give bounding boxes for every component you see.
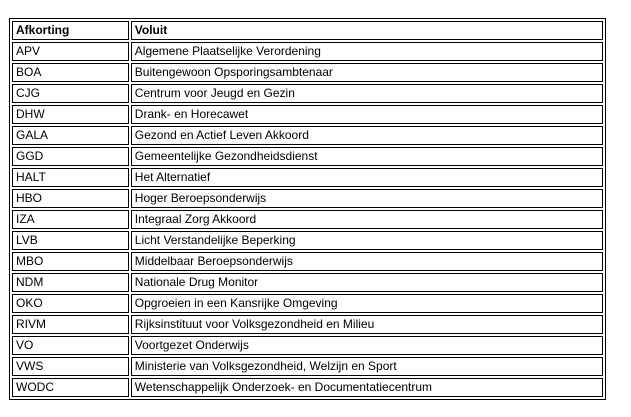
table-row: [12, 273, 603, 292]
abbreviation-cell: VWS: [12, 357, 129, 376]
table-row: [12, 357, 603, 376]
abbreviation-cell: DHW: [12, 105, 129, 124]
abbreviation-cell: GALA: [12, 126, 129, 145]
full-name-cell: Ministerie van Volksgezondheid, Welzijn en Sport: [131, 357, 603, 376]
abbreviation-cell: GGD: [12, 147, 129, 166]
full-name-cell: Licht Verstandelijke Beperking: [131, 231, 603, 250]
abbreviation-cell: OKO: [12, 294, 129, 313]
abbreviation-cell: LVB: [12, 231, 129, 250]
full-name-cell: Voortgezet Onderwijs: [131, 336, 603, 355]
abbreviation-cell: MBO: [12, 252, 129, 271]
table-row: [12, 126, 603, 145]
abbreviation-cell: BOA: [12, 63, 129, 82]
full-name-cell: Centrum voor Jeugd en Gezin: [131, 84, 603, 103]
full-name-cell: Gezond en Actief Leven Akkoord: [131, 126, 603, 145]
table-row: [12, 252, 603, 271]
full-name-cell: Integraal Zorg Akkoord: [131, 210, 603, 229]
full-name-cell: Wetenschappelijk Onderzoek- en Documentatiecentrum: [131, 378, 603, 397]
abbreviation-cell: HALT: [12, 168, 129, 187]
table-row: [12, 231, 603, 250]
abbreviation-cell: HBO: [12, 189, 129, 208]
abbreviation-cell: RIVM: [12, 315, 129, 334]
table-row: [12, 105, 603, 124]
abbreviation-cell: NDM: [12, 273, 129, 292]
abbreviation-cell: IZA: [12, 210, 129, 229]
full-name-cell: Rijksinstituut voor Volksgezondheid en Milieu: [131, 315, 603, 334]
table-row: [12, 378, 603, 397]
table-row: [12, 210, 603, 229]
full-name-cell: Gemeentelijke Gezondheidsdienst: [131, 147, 603, 166]
full-name-cell: Hoger Beroepsonderwijs: [131, 189, 603, 208]
table-row: [12, 168, 603, 187]
table-row: [12, 84, 603, 103]
full-name-cell: Drank- en Horecawet: [131, 105, 603, 124]
table-row: [12, 294, 603, 313]
abbreviation-cell: APV: [12, 42, 129, 61]
table-row: [12, 336, 603, 355]
abbreviation-cell: WODC: [12, 378, 129, 397]
abbreviation-cell: CJG: [12, 84, 129, 103]
table-row: [12, 42, 603, 61]
table-row: [12, 63, 603, 82]
table-row: [12, 189, 603, 208]
table-row: [12, 147, 603, 166]
table-header-row: [12, 21, 603, 40]
abbreviation-table: [9, 18, 606, 400]
full-name-cell: Middelbaar Beroepsonderwijs: [131, 252, 603, 271]
abbreviation-table-wrapper: [9, 18, 606, 400]
column-header-voluit: Voluit: [131, 21, 603, 40]
full-name-cell: Nationale Drug Monitor: [131, 273, 603, 292]
full-name-cell: Algemene Plaatselijke Verordening: [131, 42, 603, 61]
abbreviation-cell: VO: [12, 336, 129, 355]
table-row: [12, 315, 603, 334]
full-name-cell: Buitengewoon Opsporingsambtenaar: [131, 63, 603, 82]
table-body: [12, 42, 603, 397]
full-name-cell: Het Alternatief: [131, 168, 603, 187]
column-header-afkorting: Afkorting: [12, 21, 129, 40]
full-name-cell: Opgroeien in een Kansrijke Omgeving: [131, 294, 603, 313]
